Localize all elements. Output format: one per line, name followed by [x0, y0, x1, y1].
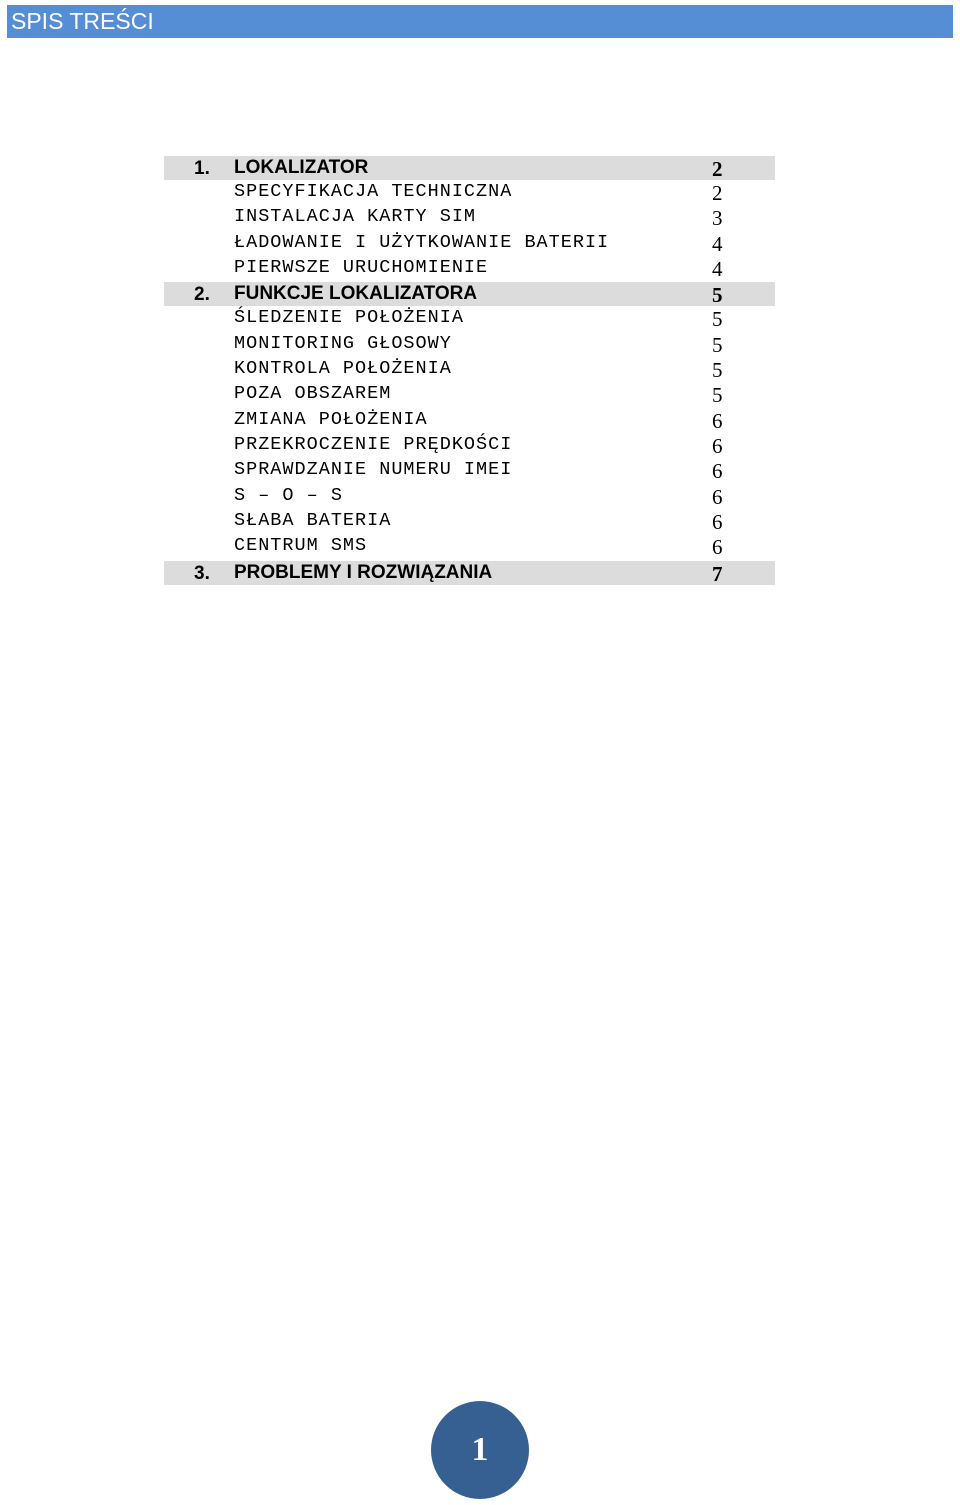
page-number: 6	[712, 459, 723, 484]
page-number: 6	[712, 535, 723, 560]
page-number: 6	[712, 434, 723, 459]
page-number: 2	[712, 181, 723, 205]
item-title: ŁADOWANIE I UŻYTKOWANIE BATERII	[234, 231, 610, 253]
item-title: INSTALACJA KARTY SIM	[234, 206, 477, 228]
page-number: 4	[712, 231, 723, 256]
toc-section-1[interactable]	[164, 156, 775, 180]
page-number: 5	[712, 358, 723, 383]
toc-item[interactable]	[164, 484, 775, 509]
header-bar	[7, 5, 953, 38]
section-number: 3.	[194, 562, 210, 584]
page-number: 6	[712, 408, 723, 433]
page-number: 6	[712, 510, 723, 535]
item-title: KONTROLA POŁOŻENIA	[234, 358, 452, 380]
page-number: 5	[712, 307, 723, 332]
item-title: PRZEKROCZENIE PRĘDKOŚCI	[234, 434, 513, 456]
section-number: 1.	[194, 158, 210, 179]
item-title: MONITORING GŁOSOWY	[234, 332, 452, 354]
item-title: PIERWSZE URUCHOMIENIE	[234, 257, 489, 279]
page-number: 5	[712, 283, 723, 308]
toc-item[interactable]	[164, 408, 775, 433]
item-title: SPECYFIKACJA TECHNICZNA	[234, 181, 513, 202]
toc-section-2[interactable]	[164, 282, 775, 306]
item-title: SŁABA BATERIA	[234, 510, 392, 532]
section-title: FUNKCJE LOKALIZATORA	[234, 283, 478, 305]
toc-item[interactable]	[164, 306, 775, 331]
toc-item[interactable]	[164, 382, 775, 407]
item-title: CENTRUM SMS	[234, 535, 368, 557]
page-number: 6	[712, 484, 723, 509]
toc-item[interactable]	[164, 332, 775, 357]
item-title: ZMIANA POŁOŻENIA	[234, 408, 428, 430]
page-number: 5	[712, 332, 723, 357]
toc-item[interactable]	[164, 205, 775, 230]
toc-section-3[interactable]	[164, 561, 775, 585]
page-number: 3	[712, 206, 723, 231]
toc-item[interactable]	[164, 357, 775, 382]
page-number: 4	[712, 257, 723, 282]
toc-item[interactable]	[164, 231, 775, 256]
page-number: 5	[712, 383, 723, 408]
table-of-contents	[164, 156, 775, 585]
toc-item[interactable]	[164, 256, 775, 281]
section-title: LOKALIZATOR	[234, 157, 369, 178]
section-title: PROBLEMY I ROZWIĄZANIA	[234, 561, 493, 583]
item-title: SPRAWDZANIE NUMERU IMEI	[234, 459, 513, 481]
page-number: 7	[712, 561, 723, 586]
section-number: 2.	[194, 284, 210, 306]
toc-item[interactable]	[164, 458, 775, 483]
item-title: ŚLEDZENIE POŁOŻENIA	[234, 307, 464, 329]
page-number-badge	[431, 1401, 529, 1499]
toc-item[interactable]	[164, 433, 775, 458]
toc-item[interactable]	[164, 534, 775, 559]
item-title: S – O – S	[234, 484, 343, 506]
toc-item[interactable]	[164, 509, 775, 534]
item-title: POZA OBSZAREM	[234, 383, 392, 405]
footer-page-number: 1	[471, 1431, 489, 1468]
toc-item[interactable]	[164, 180, 775, 205]
page-title: SPIS TREŚCI	[11, 8, 154, 34]
page-number: 2	[712, 157, 723, 181]
